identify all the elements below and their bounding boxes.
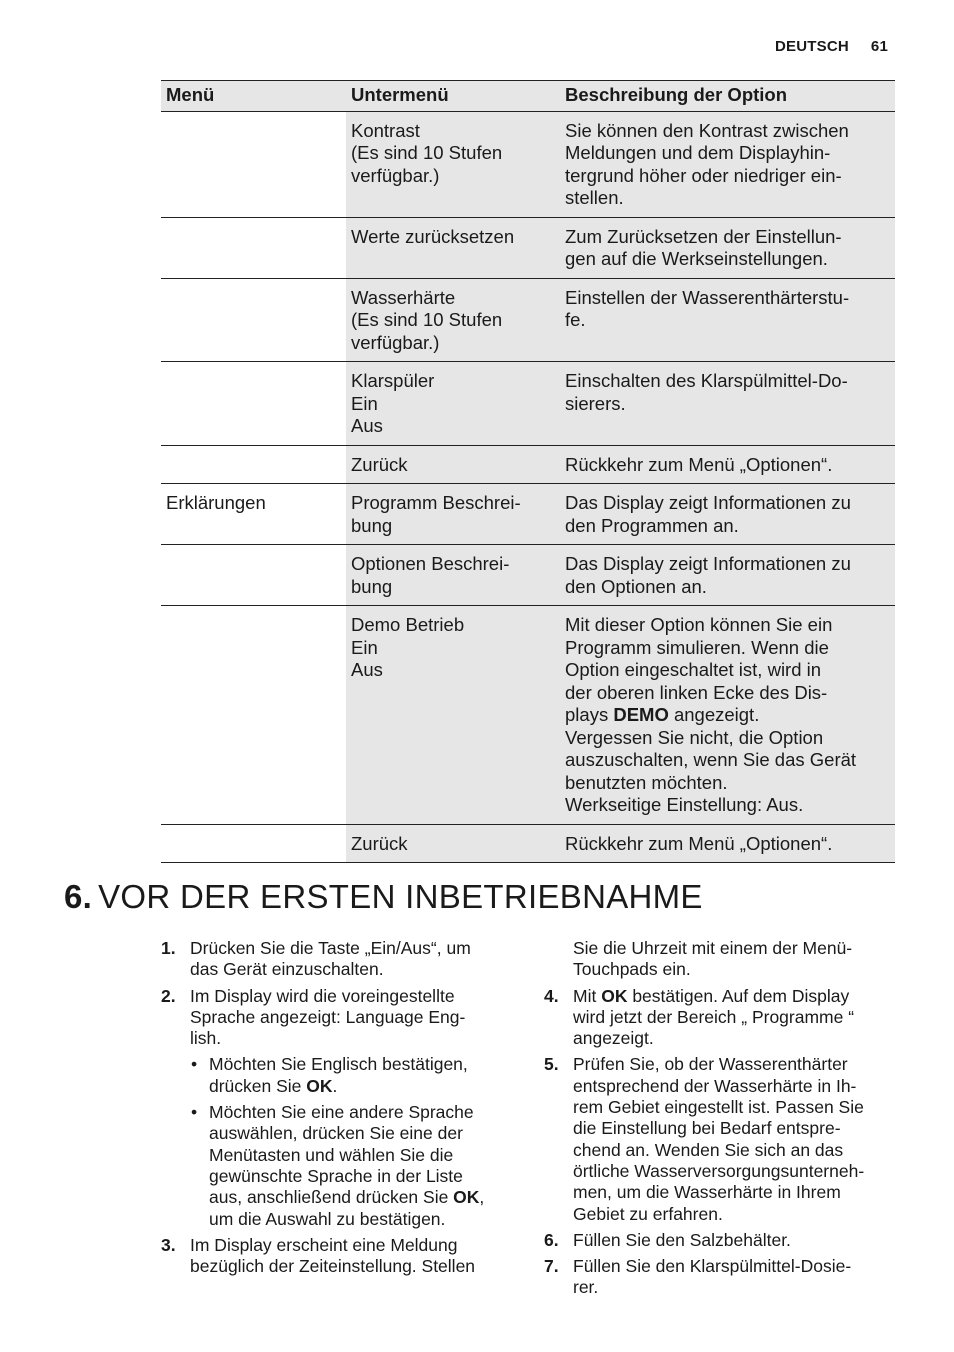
- description-line: gen auf die Werkseinstellungen.: [565, 248, 828, 269]
- submenu-line: (Es sind 10 Stufen: [351, 142, 503, 163]
- instructions-right-column: [544, 938, 896, 1304]
- bullet-item: [161, 1102, 511, 1230]
- submenu-line: Aus: [351, 659, 383, 680]
- menu-cell: [161, 824, 346, 863]
- description-line: Sie können den Kontrast zwischen: [565, 119, 849, 141]
- table-row: [161, 484, 895, 545]
- submenu-line: Zurück: [351, 453, 408, 475]
- step-text: [573, 986, 896, 1007]
- submenu-line: Ein: [351, 636, 378, 658]
- submenu-line: Kontrast: [351, 119, 420, 141]
- column-header-submenu: Untermenü: [346, 81, 560, 112]
- bullet-text: [209, 1076, 511, 1097]
- bullet-text: [209, 1187, 511, 1208]
- description-cell: [560, 362, 895, 446]
- submenu-cell: [346, 111, 560, 217]
- description-line: Vergessen Sie nicht, die Option: [565, 726, 824, 748]
- step-text: lish.: [190, 1028, 222, 1049]
- description-line: sierers.: [565, 392, 626, 414]
- menu-cell: [161, 362, 346, 446]
- submenu-line: Zurück: [351, 832, 408, 854]
- submenu-cell: [346, 278, 560, 362]
- bullet-text: auswählen, drücken Sie eine der: [209, 1123, 463, 1144]
- step-text: rem Gebiet eingestellt ist. Passen Sie: [573, 1097, 864, 1118]
- bullet-text-part: .: [332, 1075, 338, 1096]
- description-line: Zum Zurücksetzen der Einstellun-: [565, 225, 842, 247]
- menu-cell: [161, 217, 346, 278]
- description-cell: [560, 824, 895, 863]
- menu-cell: [161, 606, 346, 825]
- step-text: die Einstellung bei Bedarf entspre-: [573, 1118, 841, 1139]
- description-cell: [560, 545, 895, 606]
- submenu-line: Programm Beschrei-: [351, 492, 521, 513]
- description-line: auszuschalten, wenn Sie das Gerät: [565, 749, 857, 770]
- menu-cell: [161, 111, 346, 217]
- description-line: Mit dieser Option können Sie ein: [565, 614, 833, 635]
- description-line: Einstellen der Wasserenthärterstu-: [565, 286, 850, 308]
- step-number: 1.: [161, 938, 176, 958]
- description-line: Rückkehr zum Menü „Optionen“.: [565, 453, 833, 475]
- description-cell: [560, 445, 895, 484]
- step-number: 2.: [161, 985, 176, 1006]
- submenu-cell: [346, 217, 560, 278]
- bullet-dot: •: [191, 1054, 198, 1075]
- section-title: VOR DER ERSTEN INBETRIEBNAHME: [98, 878, 703, 915]
- bullet-text: um die Auswahl zu bestätigen.: [209, 1208, 446, 1229]
- description-line: benutzten möchten.: [565, 771, 728, 793]
- step-number: 3.: [161, 1234, 176, 1255]
- step-text: das Gerät einzuschalten.: [190, 959, 384, 980]
- submenu-line: Optionen Beschrei-: [351, 553, 510, 574]
- submenu-line: bung: [351, 575, 393, 597]
- submenu-line: Demo Betrieb: [351, 614, 465, 635]
- table-row: [161, 545, 895, 606]
- step-text: chend an. Wenden Sie sich an das: [573, 1139, 844, 1160]
- bullet-text: Menütasten und wählen Sie die: [209, 1144, 454, 1165]
- description-line: Werkseitige Einstellung: Aus.: [565, 794, 804, 815]
- submenu-cell: [346, 824, 560, 863]
- table-row: [161, 278, 895, 362]
- description-line: tergrund höher oder niedriger ein-: [565, 164, 842, 186]
- step-text: Touchpads ein.: [573, 959, 691, 980]
- step-text: Drücken Sie die Taste „Ein/Aus“, um: [190, 938, 471, 958]
- description-line: fe.: [565, 309, 586, 330]
- description-line: der oberen linken Ecke des Dis-: [565, 681, 828, 703]
- step-item: [544, 1230, 896, 1251]
- bullet-text: Möchten Sie Englisch bestätigen,: [209, 1054, 468, 1075]
- submenu-cell: [346, 362, 560, 446]
- table-row: [161, 606, 895, 825]
- description-cell: [560, 484, 895, 545]
- bullet-text-part: ,: [479, 1187, 485, 1208]
- description-line: den Optionen an.: [565, 575, 707, 597]
- description-line: Das Display zeigt Informationen zu: [565, 553, 851, 574]
- submenu-cell: [346, 445, 560, 484]
- submenu-line: Aus: [351, 415, 383, 436]
- table-row: [161, 217, 895, 278]
- column-header-menu: Menü: [161, 81, 346, 112]
- step-text: Gebiet zu erfahren.: [573, 1203, 723, 1224]
- description-cell: [560, 606, 895, 825]
- bullet-text-part: drücken Sie: [209, 1075, 307, 1096]
- step-continuation: [544, 938, 896, 981]
- ok-key-label: OK: [601, 985, 628, 1006]
- step-text: Sie die Uhrzeit mit einem der Menü-: [573, 938, 853, 958]
- step-text: angezeigt.: [573, 1028, 654, 1049]
- step-text-part: bestätigen. Auf dem Display: [627, 985, 850, 1006]
- step-text: entsprechend der Wasserhärte in Ih-: [573, 1075, 857, 1096]
- step-text: Im Display wird die voreingestellte: [190, 985, 455, 1006]
- description-line: stellen.: [565, 187, 624, 208]
- menu-cell: [161, 278, 346, 362]
- description-text: plays: [565, 704, 614, 725]
- bullet-dot: •: [191, 1102, 198, 1123]
- description-cell: [560, 217, 895, 278]
- step-text: Sprache angezeigt: Language Eng-: [190, 1006, 466, 1027]
- bullet-text: Möchten Sie eine andere Sprache: [209, 1102, 474, 1123]
- description-cell: [560, 111, 895, 217]
- step-item: [161, 938, 511, 981]
- step-item: [161, 986, 511, 1050]
- submenu-line: Ein: [351, 392, 378, 414]
- submenu-cell: [346, 606, 560, 825]
- column-header-description: Beschreibung der Option: [560, 81, 895, 112]
- submenu-line: Wasserhärte: [351, 286, 456, 308]
- description-line: Einschalten des Klarspülmittel-Do-: [565, 370, 848, 391]
- step-text: rer.: [573, 1277, 599, 1298]
- bullet-item: [161, 1054, 511, 1097]
- description-line: den Programmen an.: [565, 514, 739, 536]
- table-row: [161, 111, 895, 217]
- menu-cell: [161, 445, 346, 484]
- step-text: Im Display erscheint eine Meldung: [190, 1234, 458, 1255]
- submenu-cell: [346, 484, 560, 545]
- step-text: Prüfen Sie, ob der Wasserenthärter: [573, 1054, 848, 1075]
- description-line: Rückkehr zum Menü „Optionen“.: [565, 832, 833, 854]
- page-number: 61: [870, 38, 888, 55]
- step-text: Füllen Sie den Salzbehälter.: [573, 1229, 791, 1250]
- step-number: 6.: [544, 1229, 559, 1250]
- table-row: [161, 362, 895, 446]
- description-line: Option eingeschaltet ist, wird in: [565, 659, 822, 680]
- bullet-text-part: aus, anschließend drücken Sie: [209, 1187, 454, 1208]
- submenu-cell: [346, 545, 560, 606]
- step-text: örtliche Wasserversorgungsunterneh-: [573, 1160, 865, 1181]
- step-item: [544, 1256, 896, 1299]
- options-table: [161, 80, 895, 863]
- table-header-row: [161, 81, 895, 112]
- description-line: Programm simulieren. Wenn die: [565, 636, 829, 658]
- submenu-line: (Es sind 10 Stufen: [351, 309, 503, 330]
- section-heading: [64, 878, 703, 916]
- submenu-line: verfügbar.): [351, 164, 440, 186]
- table-row: [161, 445, 895, 484]
- submenu-line: verfügbar.): [351, 331, 440, 353]
- step-text-part: Mit: [573, 985, 602, 1006]
- step-number: 5.: [544, 1054, 559, 1075]
- submenu-line: bung: [351, 514, 393, 536]
- submenu-line: Klarspüler: [351, 370, 435, 391]
- step-text: wird jetzt der Bereich „ Programme “: [573, 1006, 855, 1027]
- page-header: [775, 38, 888, 55]
- demo-label: DEMO: [613, 704, 669, 725]
- description-line: Das Display zeigt Informationen zu: [565, 492, 851, 513]
- step-text: Füllen Sie den Klarspülmittel-Dosie-: [573, 1256, 852, 1277]
- menu-cell: Erklärungen: [161, 484, 346, 545]
- step-text: bezüglich der Zeiteinstellung. Stellen: [190, 1256, 476, 1277]
- description-cell: [560, 278, 895, 362]
- step-number: 4.: [544, 985, 559, 1006]
- description-line: Meldungen und dem Displayhin-: [565, 142, 831, 163]
- header-language: DEUTSCH: [775, 38, 849, 55]
- step-item: [544, 1054, 896, 1224]
- ok-key-label: OK: [306, 1075, 333, 1096]
- submenu-line: Werte zurücksetzen: [351, 225, 515, 247]
- description-line: [565, 704, 890, 727]
- step-number: 7.: [544, 1256, 559, 1277]
- ok-key-label: OK: [453, 1187, 480, 1208]
- instructions-left-column: [161, 938, 511, 1282]
- menu-cell: [161, 545, 346, 606]
- section-number: 6.: [64, 878, 93, 915]
- step-item: [544, 986, 896, 1050]
- step-text: men, um die Wasserhärte in Ihrem: [573, 1182, 841, 1203]
- description-text: angezeigt.: [668, 704, 760, 725]
- bullet-text: gewünschte Sprache in der Liste: [209, 1165, 463, 1186]
- table-row: [161, 824, 895, 863]
- step-item: [161, 1235, 511, 1278]
